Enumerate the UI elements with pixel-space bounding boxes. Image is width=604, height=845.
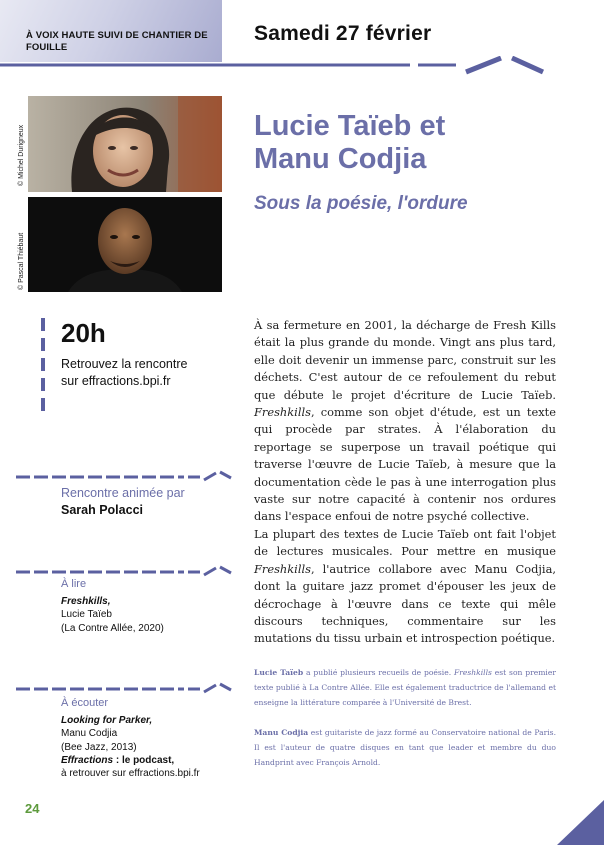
body-text: [254, 317, 556, 648]
podcast-suffix: : le podcast,: [113, 754, 175, 766]
photo-manu-codjia: [28, 197, 222, 292]
bio-manu-codjia: Manu Codjia est guitariste de jazz formé au Conservatoire national de Paris. Il est l'auteur de quatre disques en tant que leader et membre du duo Handprint avec François Arnold.: [254, 728, 556, 768]
section-label: À VOIX HAUTE SUIVI DE CHANTIER DE FOUILLE: [26, 30, 208, 53]
event-info: [61, 356, 236, 390]
podcast-title: Effractions: [61, 754, 114, 766]
date-heading: Samedi 27 février: [254, 22, 432, 45]
photo-credit-2: © Pascal Thiébaut: [18, 232, 25, 290]
photo-lucie-taieb: [28, 96, 222, 192]
section-divider: [16, 563, 238, 581]
read-label: À lire: [61, 578, 87, 590]
artist-name-line-2: Manu Codjia: [254, 143, 427, 175]
moderator-label: Rencontre animée par: [61, 486, 185, 500]
photo-credit-1: © Michel Durigneux: [18, 124, 25, 186]
time-dash-accent: [38, 318, 48, 412]
moderator-name: Sarah Polacci: [61, 503, 143, 517]
album-label: (Bee Jazz, 2013): [61, 741, 137, 753]
event-info-line-2: sur effractions.bpi.fr: [61, 374, 171, 388]
album-title: Looking for Parker,: [61, 715, 153, 726]
event-time: 20h: [61, 318, 106, 348]
read-details: [61, 595, 236, 635]
book-title: Freshkills,: [61, 596, 111, 607]
listen-label: À écouter: [61, 697, 109, 709]
body-paragraph-1: À sa fermeture en 2001, la décharge de Fresh Kills était la plus grande du monde. Vingt ans plus tard, elle doit devenir un immense parc, construit sur les déchets. C'est autour de ce refoulement du rebut que débute le projet d'écriture de Lucie Taïeb. Freshkills, comme son objet d'étude, est un texte qui procède par strates. À l'élaboration du reportage se superpose un travail poétique qui traverse l'œuvre de Lucie Taïeb, à mesure que la documentation cède le pas à une interrogation plus vaste sur notre capacité à contenir nos ordures dans l'espace enfoui de notre psyché collective.: [254, 318, 556, 524]
event-subtitle: Sous la poésie, l'ordure: [254, 193, 468, 214]
album-artist: Manu Codjia: [61, 728, 118, 740]
header-divider: [0, 56, 604, 80]
event-info-line-1: Retrouvez la rencontre: [61, 357, 188, 371]
book-author: Lucie Taïeb: [61, 609, 112, 621]
corner-triangle: [557, 800, 604, 845]
artist-name-line-1: Lucie Taïeb et: [254, 110, 446, 142]
section-divider: [16, 468, 238, 486]
page-number: 24: [25, 801, 40, 816]
body-paragraph-2: La plupart des textes de Lucie Taïeb ont fait l'objet de lectures musicales. Pour mettre en musique Freshkills, l'autrice collabore avec Manu Codjia, dont la guitare jazz promet d'épouser les jeux de décrochage à l'œuvre dans ce texte qui mêle discours techniques, commentaire sur les mutations du tissu urbain et introspection poétique.: [254, 526, 556, 646]
bio-lucie-taieb: Lucie Taïeb a publié plusieurs recueils de poésie. Freshkills est son premier texte publié à La Contre Allée. Elle est également traductrice de l'allemand et enseigne la littérature comparée à l'Université de Brest.: [254, 668, 556, 708]
podcast-link: à retrouver sur effractions.bpi.fr: [61, 768, 200, 780]
listen-details: [61, 714, 236, 780]
book-publisher: (La Contre Allée, 2020): [61, 622, 164, 634]
section-divider: [16, 680, 238, 698]
